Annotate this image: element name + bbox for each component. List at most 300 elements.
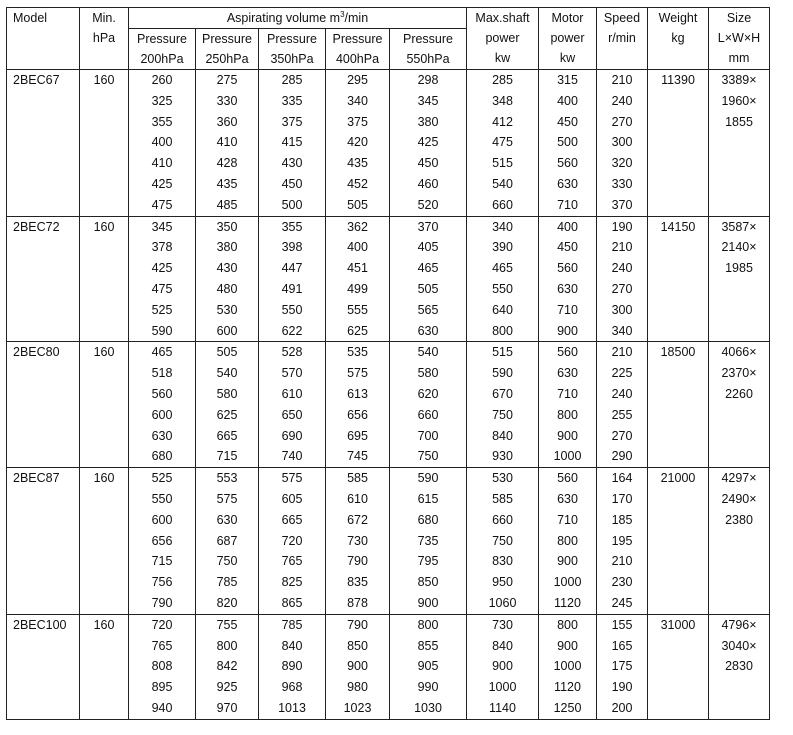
max-shaft-power-value: 540	[492, 176, 513, 191]
header-size: Size L×W×H mm	[709, 8, 770, 70]
volume-250hpa-value: 820	[216, 595, 238, 610]
speed-cell	[597, 468, 648, 615]
volume-400hpa-value: 695	[347, 428, 368, 443]
volume-350hpa-cell	[259, 342, 326, 468]
speed-value: 155	[611, 617, 633, 632]
speed-value: 330	[611, 176, 633, 191]
motor-power-value: 900	[557, 323, 578, 338]
motor-power-cell	[539, 342, 597, 468]
max-shaft-power-value: 390	[492, 240, 513, 255]
volume-400hpa-value: 745	[347, 449, 368, 464]
volume-550hpa-value: 370	[417, 219, 439, 234]
volume-550hpa-value: 630	[417, 323, 439, 338]
header-motor-power: Motor power kw	[539, 8, 597, 70]
motor-power-value: 710	[557, 386, 578, 401]
volume-400hpa-value: 295	[347, 73, 368, 87]
volume-400hpa-value: 790	[347, 554, 368, 569]
volume-350hpa-value: 550	[281, 302, 303, 317]
speed-value: 225	[611, 366, 633, 381]
model-cell	[7, 342, 80, 468]
motor-power-value: 630	[557, 281, 578, 296]
motor-power-value: 560	[557, 156, 578, 171]
volume-400hpa-value: 878	[347, 595, 368, 610]
volume-400hpa-value: 730	[347, 533, 368, 548]
speed-value: 170	[611, 491, 633, 506]
volume-200hpa-value: 525	[151, 302, 173, 317]
size-cell	[709, 614, 770, 719]
volume-250hpa-value: 665	[216, 428, 238, 443]
max-shaft-power-value: 930	[492, 449, 513, 464]
header-speed: Speed r/min	[597, 8, 648, 70]
volume-250hpa-value: 480	[216, 281, 238, 296]
volume-200hpa-value: 590	[151, 323, 173, 338]
volume-400hpa-value: 420	[347, 135, 368, 150]
speed-value: 195	[611, 533, 633, 548]
max-shaft-power-value: 730	[492, 617, 513, 632]
max-shaft-power-value: 412	[492, 114, 513, 129]
size-cell	[709, 70, 770, 217]
volume-400hpa-value: 656	[347, 407, 368, 422]
volume-200hpa-value: 378	[151, 240, 173, 255]
volume-200hpa-value: 325	[151, 93, 173, 108]
volume-350hpa-cell	[259, 614, 326, 719]
motor-power-value: 400	[557, 219, 578, 234]
max-shaft-power-value: 550	[492, 281, 513, 296]
volume-400hpa-value: 585	[347, 471, 368, 486]
size-value: 2490×	[721, 491, 757, 506]
model-cell	[7, 468, 80, 615]
volume-200hpa-value: 895	[151, 680, 173, 695]
max-shaft-power-value: 585	[492, 491, 513, 506]
weight-value: 21000	[660, 471, 696, 486]
volume-550hpa-cell	[390, 342, 467, 468]
min-pressure-value: 160	[93, 617, 115, 632]
volume-350hpa-value: 355	[281, 219, 303, 234]
speed-value: 300	[611, 302, 633, 317]
min-pressure-cell	[80, 614, 129, 719]
header-pressure-400: Pressure 400hPa	[326, 29, 390, 70]
max-shaft-power-value: 800	[492, 323, 513, 338]
max-shaft-power-value: 465	[492, 261, 513, 276]
volume-200hpa-cell	[129, 70, 196, 217]
volume-350hpa-value: 665	[281, 512, 303, 527]
speed-value: 370	[611, 197, 633, 212]
speed-value: 210	[611, 240, 633, 255]
volume-200hpa-value: 475	[151, 281, 173, 296]
volume-400hpa-value: 362	[347, 219, 368, 234]
max-shaft-power-value: 515	[492, 156, 513, 171]
max-shaft-power-value: 950	[492, 575, 513, 590]
motor-power-value: 315	[557, 73, 578, 87]
volume-400hpa-value: 672	[347, 512, 368, 527]
volume-550hpa-value: 660	[417, 407, 439, 422]
volume-250hpa-value: 630	[216, 512, 238, 527]
volume-200hpa-value: 756	[151, 575, 173, 590]
motor-power-value: 400	[557, 93, 578, 108]
volume-400hpa-value: 850	[347, 638, 368, 653]
model-group-row	[7, 70, 770, 217]
volume-550hpa-value: 700	[417, 428, 439, 443]
volume-400hpa-value: 340	[347, 93, 368, 108]
volume-200hpa-value: 600	[151, 512, 173, 527]
volume-350hpa-value: 570	[281, 366, 303, 381]
volume-350hpa-cell	[259, 216, 326, 342]
min-pressure-value: 160	[93, 73, 115, 87]
volume-250hpa-value: 360	[216, 114, 238, 129]
volume-400hpa-value: 400	[347, 240, 368, 255]
volume-350hpa-value: 650	[281, 407, 303, 422]
min-pressure-value: 160	[93, 471, 115, 486]
speed-value: 240	[611, 93, 633, 108]
volume-400hpa-value: 610	[347, 491, 368, 506]
motor-power-value: 560	[557, 261, 578, 276]
volume-200hpa-value: 518	[151, 366, 173, 381]
volume-250hpa-cell	[196, 342, 259, 468]
volume-200hpa-value: 680	[151, 449, 173, 464]
volume-550hpa-value: 795	[417, 554, 439, 569]
volume-250hpa-value: 485	[216, 197, 238, 212]
volume-200hpa-value: 765	[151, 638, 173, 653]
max-shaft-power-value: 660	[492, 197, 513, 212]
size-value: 2380	[725, 512, 753, 527]
model-name: 2BEC72	[13, 219, 60, 234]
volume-200hpa-value: 560	[151, 386, 173, 401]
weight-cell	[648, 614, 709, 719]
volume-250hpa-value: 435	[216, 176, 238, 191]
volume-250hpa-value: 800	[216, 638, 238, 653]
speed-value: 175	[611, 659, 633, 674]
volume-550hpa-value: 590	[417, 471, 439, 486]
volume-350hpa-value: 285	[281, 73, 303, 87]
volume-400hpa-value: 613	[347, 386, 368, 401]
volume-350hpa-cell	[259, 468, 326, 615]
max-shaft-power-value: 348	[492, 93, 513, 108]
max-shaft-power-value: 640	[492, 302, 513, 317]
volume-200hpa-value: 656	[151, 533, 173, 548]
max-shaft-power-cell	[467, 342, 539, 468]
volume-250hpa-value: 505	[216, 345, 238, 360]
speed-value: 200	[611, 700, 633, 715]
max-shaft-power-value: 340	[492, 219, 513, 234]
max-shaft-power-value: 475	[492, 135, 513, 150]
motor-power-cell	[539, 70, 597, 217]
size-cell	[709, 468, 770, 615]
model-cell	[7, 216, 80, 342]
speed-value: 190	[611, 219, 633, 234]
model-name: 2BEC87	[13, 471, 60, 486]
volume-250hpa-value: 600	[216, 323, 238, 338]
volume-550hpa-value: 565	[417, 302, 439, 317]
volume-350hpa-value: 398	[281, 240, 303, 255]
speed-value: 290	[611, 449, 633, 464]
volume-250hpa-value: 750	[216, 554, 238, 569]
size-value: 4066×	[721, 345, 757, 360]
volume-550hpa-value: 620	[417, 386, 439, 401]
motor-power-value: 1120	[554, 595, 581, 610]
motor-power-value: 900	[557, 428, 578, 443]
volume-400hpa-value: 575	[347, 366, 368, 381]
motor-power-value: 1250	[553, 700, 582, 715]
motor-power-value: 1000	[553, 659, 582, 674]
motor-power-value: 710	[557, 512, 578, 527]
volume-400hpa-cell	[326, 70, 390, 217]
volume-200hpa-value: 425	[151, 261, 173, 276]
volume-350hpa-value: 840	[281, 638, 303, 653]
max-shaft-power-value: 285	[492, 73, 513, 87]
volume-350hpa-value: 335	[281, 93, 303, 108]
speed-cell	[597, 216, 648, 342]
volume-200hpa-value: 260	[151, 73, 173, 87]
motor-power-value: 630	[557, 366, 578, 381]
model-group-row	[7, 216, 770, 342]
max-shaft-power-cell	[467, 468, 539, 615]
motor-power-value: 450	[557, 114, 578, 129]
volume-350hpa-value: 610	[281, 386, 303, 401]
motor-power-value: 800	[557, 407, 578, 422]
header-model: Model	[7, 8, 80, 70]
size-value: 1985	[725, 261, 753, 276]
speed-value: 210	[611, 73, 633, 87]
volume-400hpa-cell	[326, 614, 390, 719]
volume-400hpa-value: 1023	[343, 700, 372, 715]
volume-350hpa-value: 765	[281, 554, 303, 569]
min-pressure-cell	[80, 70, 129, 217]
volume-200hpa-value: 465	[151, 345, 173, 360]
spec-table-body	[7, 70, 770, 720]
model-cell	[7, 614, 80, 719]
speed-value: 270	[611, 114, 633, 129]
volume-200hpa-value: 550	[151, 491, 173, 506]
volume-350hpa-value: 690	[281, 428, 303, 443]
max-shaft-power-value: 830	[492, 554, 513, 569]
volume-350hpa-value: 491	[281, 281, 303, 296]
volume-250hpa-cell	[196, 216, 259, 342]
volume-200hpa-cell	[129, 468, 196, 615]
volume-200hpa-value: 400	[151, 135, 173, 150]
speed-value: 210	[611, 554, 633, 569]
speed-value: 240	[611, 386, 633, 401]
max-shaft-power-value: 900	[492, 659, 513, 674]
min-pressure-cell	[80, 342, 129, 468]
volume-400hpa-value: 835	[347, 575, 368, 590]
volume-550hpa-value: 460	[417, 176, 439, 191]
model-name: 2BEC100	[13, 617, 67, 632]
volume-550hpa-value: 615	[417, 491, 439, 506]
volume-350hpa-value: 415	[281, 135, 303, 150]
speed-value: 270	[611, 428, 633, 443]
volume-200hpa-value: 720	[151, 617, 173, 632]
header-weight: Weight kg	[648, 8, 709, 70]
volume-550hpa-cell	[390, 614, 467, 719]
volume-550hpa-value: 850	[417, 575, 439, 590]
volume-350hpa-value: 375	[281, 114, 303, 129]
header-pressure-200: Pressure 200hPa	[129, 29, 196, 70]
volume-400hpa-value: 625	[347, 323, 368, 338]
volume-550hpa-value: 540	[417, 345, 439, 360]
max-shaft-power-value: 590	[492, 366, 513, 381]
speed-cell	[597, 342, 648, 468]
speed-cell	[597, 70, 648, 217]
size-value: 2370×	[721, 366, 757, 381]
motor-power-value: 900	[557, 638, 578, 653]
volume-250hpa-value: 330	[216, 93, 238, 108]
spec-table	[6, 7, 770, 720]
size-value: 1960×	[721, 93, 757, 108]
volume-550hpa-value: 345	[417, 93, 439, 108]
volume-400hpa-value: 535	[347, 345, 368, 360]
volume-200hpa-value: 808	[151, 659, 173, 674]
volume-350hpa-value: 575	[281, 471, 303, 486]
weight-cell	[648, 342, 709, 468]
volume-400hpa-value: 499	[347, 281, 368, 296]
model-group-row	[7, 468, 770, 615]
volume-250hpa-value: 755	[216, 617, 238, 632]
motor-power-value: 500	[557, 135, 578, 150]
volume-550hpa-cell	[390, 216, 467, 342]
volume-550hpa-value: 735	[417, 533, 439, 548]
max-shaft-power-value: 840	[492, 638, 513, 653]
volume-250hpa-value: 380	[216, 240, 238, 255]
speed-value: 230	[611, 575, 633, 590]
speed-value: 300	[611, 135, 633, 150]
volume-350hpa-value: 740	[281, 449, 303, 464]
model-cell	[7, 70, 80, 217]
speed-value: 270	[611, 281, 633, 296]
volume-250hpa-cell	[196, 614, 259, 719]
volume-350hpa-value: 825	[281, 575, 303, 590]
max-shaft-power-cell	[467, 216, 539, 342]
speed-value: 245	[611, 595, 633, 610]
volume-400hpa-cell	[326, 468, 390, 615]
motor-power-value: 1000	[553, 575, 582, 590]
volume-250hpa-value: 625	[216, 407, 238, 422]
max-shaft-power-value: 1060	[488, 595, 517, 610]
volume-200hpa-value: 410	[151, 156, 173, 171]
volume-400hpa-value: 451	[347, 261, 368, 276]
max-shaft-power-value: 750	[492, 407, 513, 422]
volume-350hpa-value: 865	[281, 595, 303, 610]
volume-200hpa-value: 525	[151, 471, 173, 486]
volume-550hpa-value: 298	[417, 73, 439, 87]
speed-value: 240	[611, 261, 633, 276]
size-value: 4796×	[721, 617, 757, 632]
volume-400hpa-value: 452	[347, 176, 368, 191]
size-value: 1855	[725, 114, 753, 129]
volume-550hpa-value: 580	[417, 366, 439, 381]
size-value: 3040×	[721, 638, 757, 653]
volume-200hpa-value: 425	[151, 176, 173, 191]
weight-cell	[648, 468, 709, 615]
volume-350hpa-value: 1013	[278, 700, 306, 715]
volume-200hpa-value: 715	[151, 554, 173, 569]
speed-value: 185	[611, 512, 633, 527]
motor-power-value: 800	[557, 533, 578, 548]
motor-power-value: 900	[557, 554, 578, 569]
volume-550hpa-value: 380	[417, 114, 439, 129]
weight-cell	[648, 216, 709, 342]
speed-value: 210	[611, 345, 633, 360]
volume-250hpa-value: 970	[216, 700, 238, 715]
motor-power-value: 710	[557, 197, 578, 212]
size-value: 2260	[725, 386, 753, 401]
volume-400hpa-value: 980	[347, 680, 368, 695]
volume-400hpa-cell	[326, 342, 390, 468]
speed-value: 320	[611, 156, 633, 171]
volume-200hpa-value: 355	[151, 114, 173, 129]
volume-350hpa-value: 785	[281, 617, 303, 632]
volume-200hpa-cell	[129, 342, 196, 468]
model-group-row	[7, 342, 770, 468]
volume-250hpa-value: 842	[216, 659, 238, 674]
volume-400hpa-cell	[326, 216, 390, 342]
volume-250hpa-value: 428	[216, 156, 238, 171]
model-name: 2BEC80	[13, 345, 60, 360]
volume-250hpa-value: 553	[216, 471, 238, 486]
volume-250hpa-value: 350	[216, 219, 238, 234]
volume-400hpa-value: 375	[347, 114, 368, 129]
volume-350hpa-value: 450	[281, 176, 303, 191]
motor-power-value: 710	[557, 302, 578, 317]
volume-350hpa-value: 528	[281, 345, 303, 360]
motor-power-value: 800	[557, 617, 578, 632]
volume-550hpa-value: 990	[417, 680, 439, 695]
speed-cell	[597, 614, 648, 719]
volume-550hpa-value: 680	[417, 512, 439, 527]
size-cell	[709, 342, 770, 468]
max-shaft-power-cell	[467, 70, 539, 217]
volume-250hpa-value: 715	[216, 449, 238, 464]
header-pressure-350: Pressure 350hPa	[259, 29, 326, 70]
volume-550hpa-value: 425	[417, 135, 439, 150]
speed-value: 164	[611, 471, 633, 486]
volume-250hpa-value: 540	[216, 366, 238, 381]
volume-350hpa-value: 605	[281, 491, 303, 506]
weight-cell	[648, 70, 709, 217]
motor-power-cell	[539, 216, 597, 342]
volume-250hpa-value: 925	[216, 680, 238, 695]
volume-350hpa-value: 720	[281, 533, 303, 548]
volume-200hpa-value: 630	[151, 428, 173, 443]
motor-power-value: 560	[557, 471, 578, 486]
volume-200hpa-value: 600	[151, 407, 173, 422]
weight-value: 14150	[660, 219, 696, 234]
size-value: 4297×	[721, 471, 757, 486]
size-cell	[709, 216, 770, 342]
volume-250hpa-value: 687	[216, 533, 238, 548]
motor-power-value: 560	[557, 345, 578, 360]
min-pressure-value: 160	[93, 345, 115, 360]
weight-value: 11390	[661, 73, 695, 87]
volume-350hpa-value: 447	[281, 261, 303, 276]
header-pressure-550: Pressure 550hPa	[390, 29, 467, 70]
volume-200hpa-cell	[129, 614, 196, 719]
volume-550hpa-value: 905	[417, 659, 439, 674]
max-shaft-power-value: 750	[492, 533, 513, 548]
volume-550hpa-value: 750	[417, 449, 439, 464]
volume-250hpa-value: 430	[216, 261, 238, 276]
volume-250hpa-value: 530	[216, 302, 238, 317]
volume-350hpa-value: 430	[281, 156, 303, 171]
motor-power-value: 450	[557, 240, 578, 255]
volume-550hpa-cell	[390, 70, 467, 217]
volume-250hpa-value: 575	[216, 491, 238, 506]
volume-200hpa-value: 790	[151, 595, 173, 610]
speed-value: 190	[611, 680, 633, 695]
header-shaft-power: Max.shaft power kw	[467, 8, 539, 70]
min-pressure-value: 160	[93, 219, 115, 234]
volume-350hpa-value: 890	[281, 659, 303, 674]
motor-power-value: 1120	[554, 680, 581, 695]
